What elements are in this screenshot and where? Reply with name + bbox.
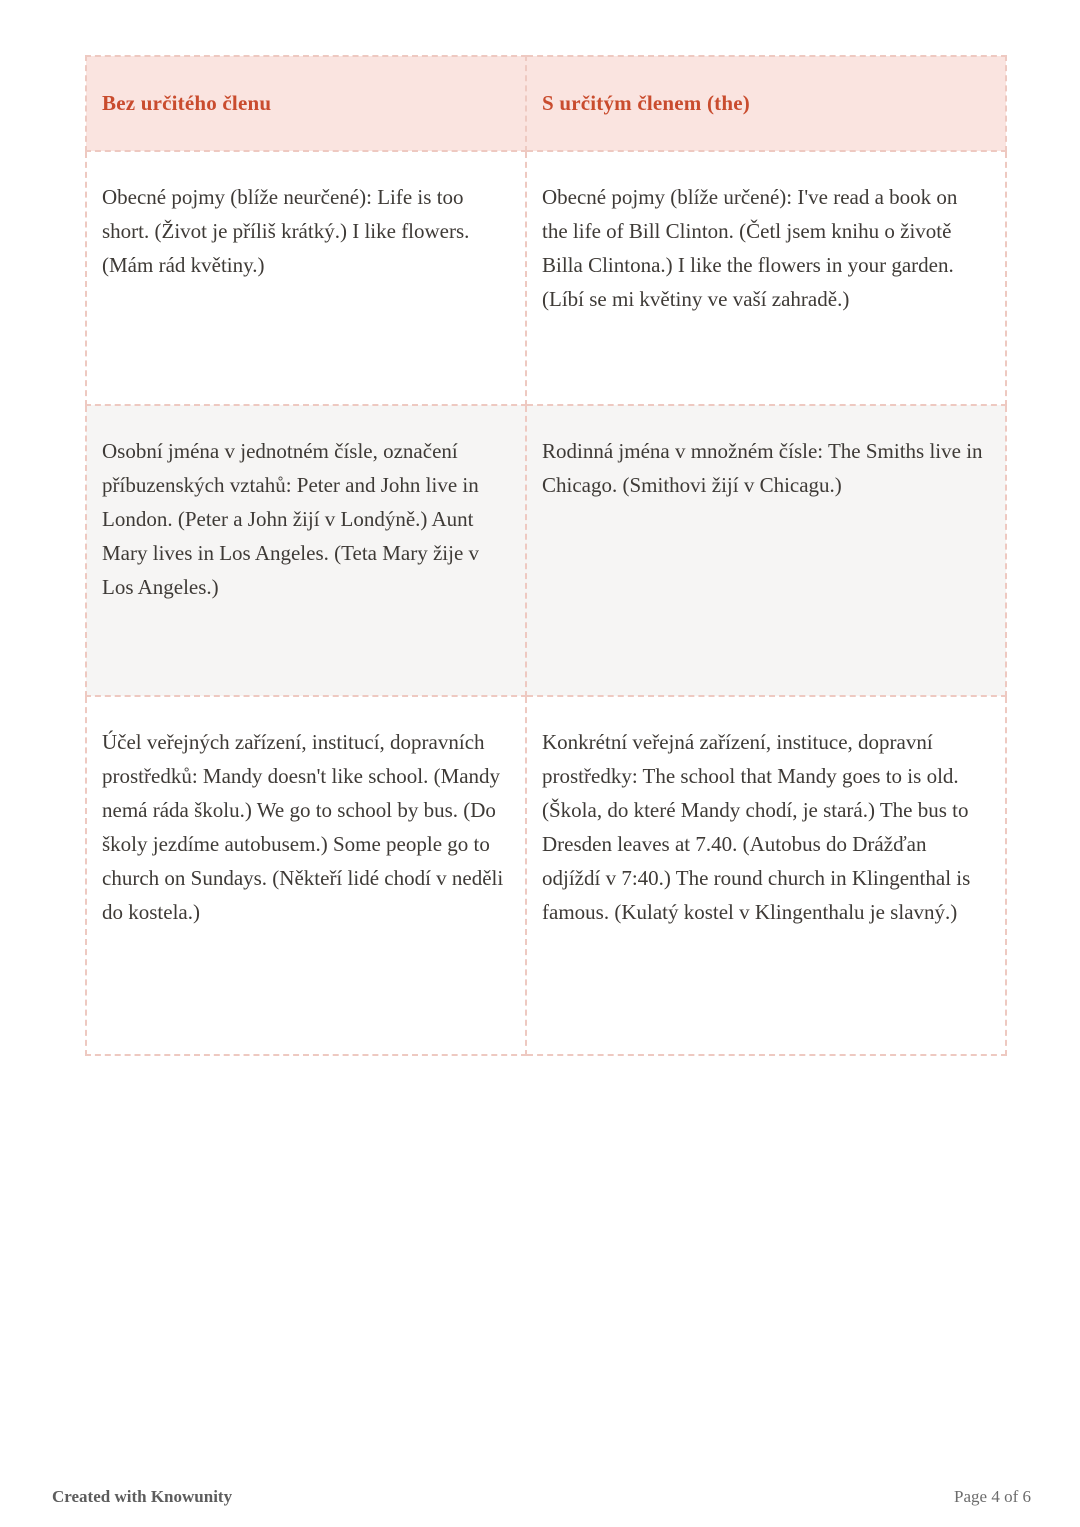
footer-branding: Created with Knowunity bbox=[52, 1487, 233, 1506]
table-row bbox=[86, 405, 1006, 696]
article-usage-table bbox=[85, 55, 1007, 1056]
table-cell-general-terms-no-article: Obecné pojmy (blíže neurčené): Life is too short. (Život je příliš krátký.) I like flowers. (Mám rád květiny.) bbox=[86, 151, 526, 405]
table-header-no-article: Bez určitého členu bbox=[86, 56, 526, 151]
table-cell-general-terms-with-article: Obecné pojmy (blíže určené): I've read a book on the life of Bill Clinton. (Četl jsem knihu o životě Billa Clintona.) I like the flowers in your garden. (Líbí se mi květiny ve vaší zahradě.) bbox=[526, 151, 1006, 405]
table-row bbox=[86, 696, 1006, 1055]
page-indicator: Page 4 of 6 bbox=[954, 1487, 1031, 1506]
table-header-definite-article: S určitým členem (the) bbox=[526, 56, 1006, 151]
page-footer bbox=[52, 1487, 1031, 1507]
table-row bbox=[86, 151, 1006, 405]
table-cell-institutions-with-article: Konkrétní veřejná zařízení, instituce, dopravní prostředky: The school that Mandy goes to is old. (Škola, do které Mandy chodí, je stará.) The bus to Dresden leaves at 7.40. (Autobus do Drážďan odjíždí v 7:40.) The round church in Klingenthal is famous. (Kulatý kostel v Klingenthalu je slavný.) bbox=[526, 696, 1006, 1055]
table-cell-family-names-with-article: Rodinná jména v množném čísle: The Smiths live in Chicago. (Smithovi žijí v Chicagu.) bbox=[526, 405, 1006, 696]
table-header-row bbox=[86, 56, 1006, 151]
table-cell-personal-names-no-article: Osobní jména v jednotném čísle, označení příbuzenských vztahů: Peter and John live in London. (Peter a John žijí v Londýně.) Aunt Mary lives in Los Angeles. (Teta Mary žije v Los Angeles.) bbox=[86, 405, 526, 696]
table-cell-institutions-no-article: Účel veřejných zařízení, institucí, dopravních prostředků: Mandy doesn't like school. (Mandy nemá ráda školu.) We go to school by bus. (Do školy jezdíme autobusem.) Some people go to church on Sundays. (Někteří lidé chodí v neděli do kostela.) bbox=[86, 696, 526, 1055]
